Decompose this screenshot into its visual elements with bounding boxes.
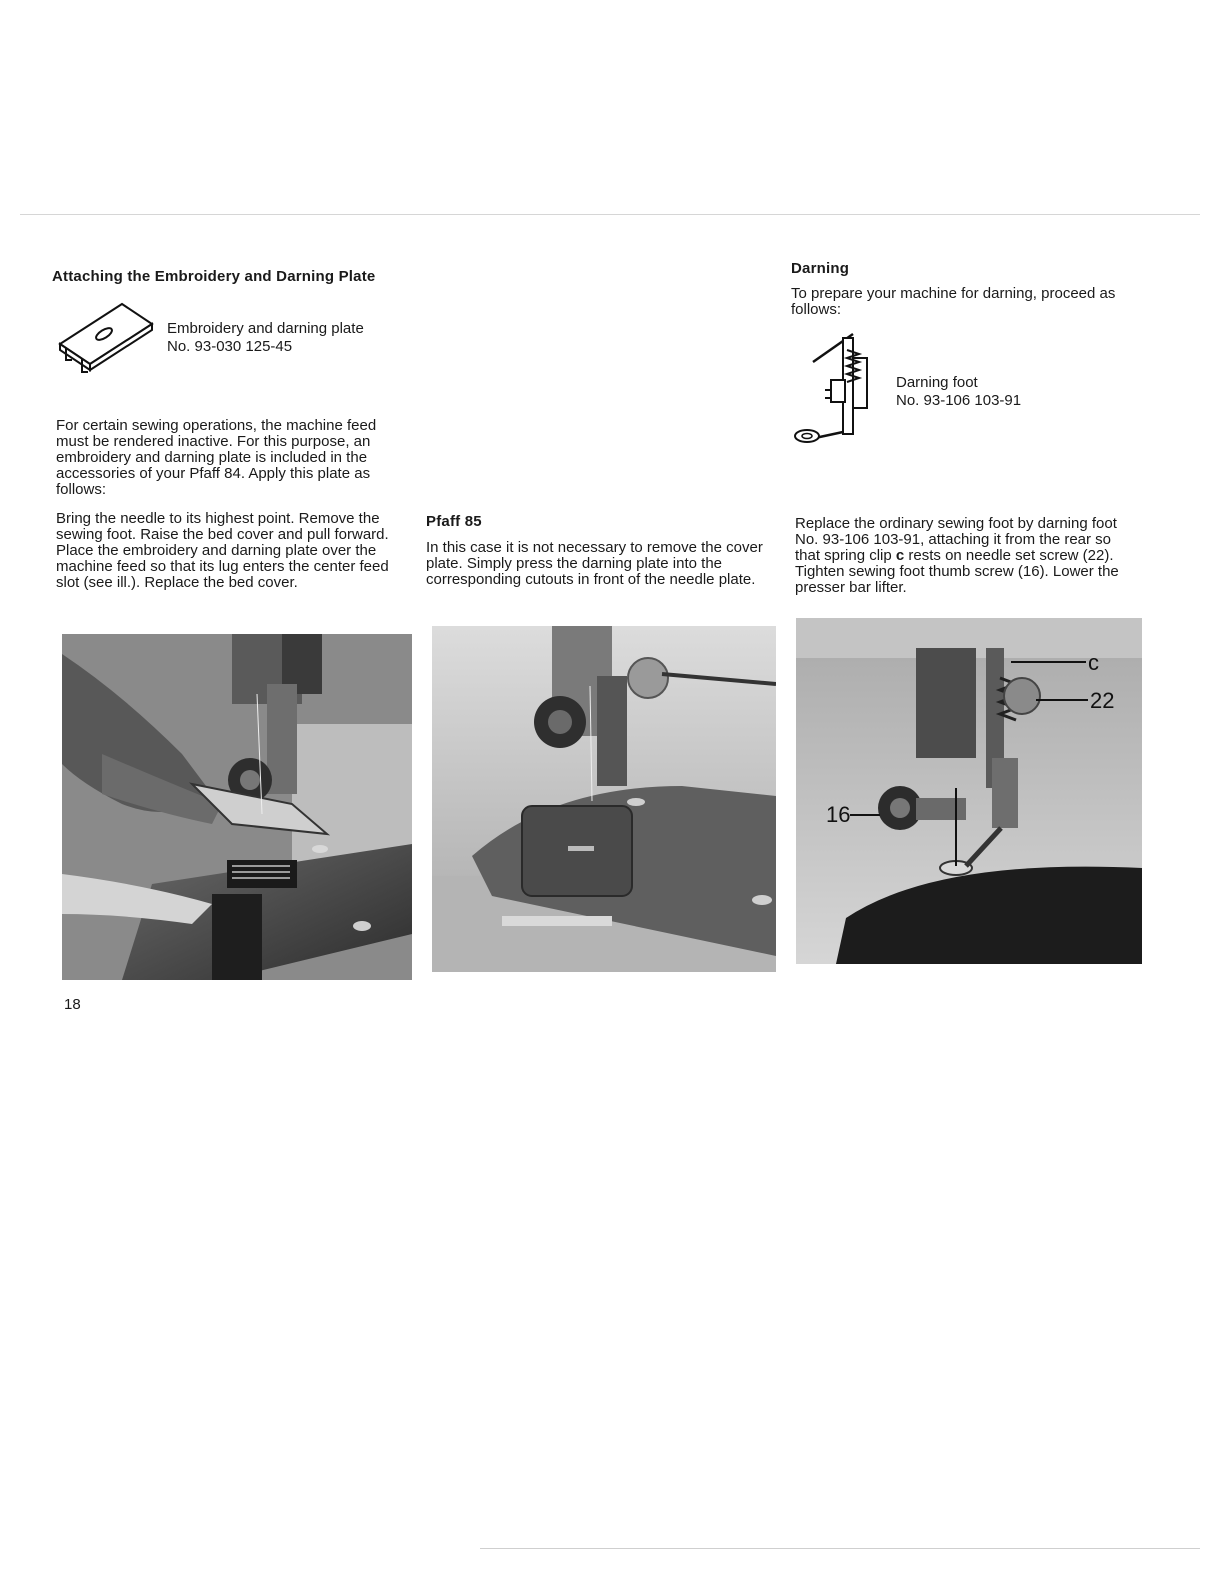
embroidery-plate-icon bbox=[56, 300, 156, 378]
darning-foot-caption-number: No. 93-106 103-91 bbox=[896, 392, 1022, 409]
darning-instructions-end: rests on needle set screw (22). Tighten sewing foot thumb screw (16). Lower the presser bar lifter. bbox=[795, 547, 1119, 596]
left-paragraph-1: For certain sewing operations, the machine feed must be rendered inactive. For this purpose, an embroidery and darning plate is included in the accessories of your Pfaff 84. Apply this plate as follows: bbox=[56, 417, 377, 498]
darning-foot-icon bbox=[793, 328, 883, 456]
top-rule bbox=[20, 214, 1200, 215]
spring-clip-letter: c bbox=[895, 547, 905, 564]
section-heading-attaching-plate: Attaching the Embroidery and Darning Plate bbox=[52, 268, 376, 285]
photo-attaching-plate-illustration bbox=[62, 634, 412, 980]
bottom-rule bbox=[480, 1548, 1200, 1549]
label-thumb-screw-16: 16 bbox=[826, 802, 851, 827]
darning-instructions-start: Replace the ordinary sewing foot by darning foot No. 93-106 103-91, attaching it from the rear so that spring clip bbox=[795, 515, 1117, 564]
photo-attaching-plate bbox=[62, 634, 412, 980]
darning-foot-caption bbox=[896, 374, 1136, 410]
plate-caption bbox=[167, 320, 407, 356]
left-paragraph-2: Bring the needle to its highest point. Remove the sewing foot. Raise the bed cover and pull forward. Place the embroidery and darning plate over the machine feed so that its lug enters the center feed slot (see ill.). Replace the bed cover. bbox=[56, 510, 389, 591]
label-needle-set-screw-22: 22 bbox=[1090, 688, 1115, 713]
label-spring-clip-c: c bbox=[1088, 650, 1099, 675]
darning-intro: To prepare your machine for darning, proceed as follows: bbox=[791, 285, 1116, 318]
photo-pfaff-85-illustration bbox=[432, 626, 776, 972]
page-number: 18 bbox=[64, 996, 81, 1013]
darning-foot-caption-name: Darning foot bbox=[896, 374, 978, 391]
plate-caption-name: Embroidery and darning plate bbox=[167, 320, 364, 337]
section-heading-darning: Darning bbox=[791, 260, 850, 277]
photo-pfaff-85-plate bbox=[432, 626, 776, 972]
middle-paragraph: In this case it is not necessary to remove the cover plate. Simply press the darning plate into the corresponding cutouts in front of the needle plate. bbox=[426, 539, 763, 588]
section-heading-pfaff-85: Pfaff 85 bbox=[426, 513, 482, 530]
plate-caption-number: No. 93-030 125-45 bbox=[167, 338, 293, 355]
darning-instructions bbox=[795, 516, 1139, 596]
photo-darning-foot bbox=[796, 618, 1142, 964]
